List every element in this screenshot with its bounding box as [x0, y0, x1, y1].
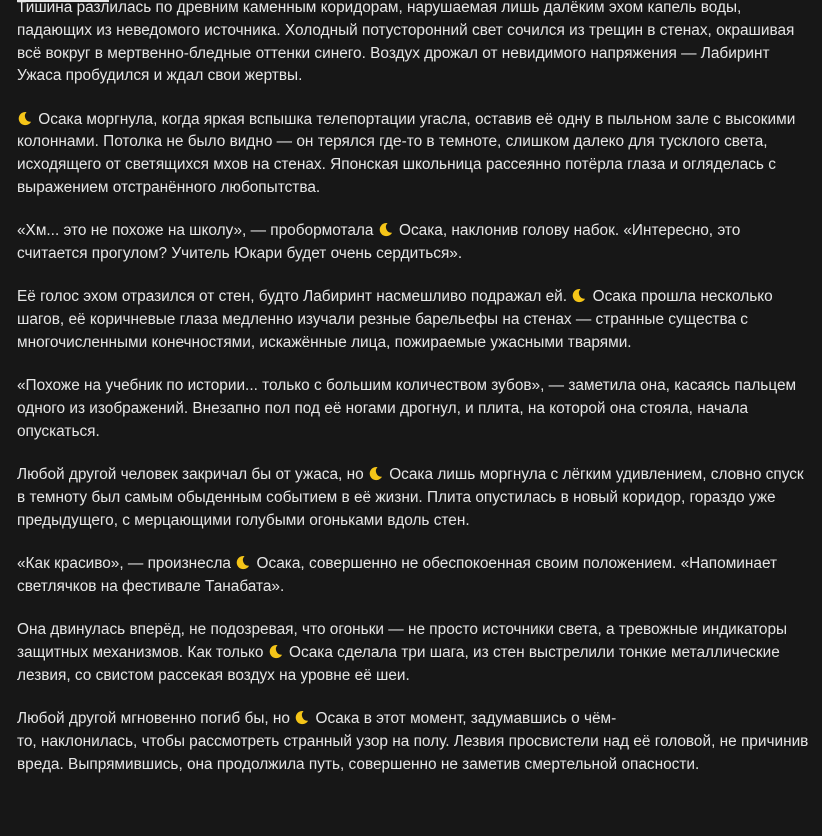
paragraph-text: «Как красиво», — произнесла — [17, 555, 236, 573]
paragraph-text: Осака лишь моргнула с лёгким удивлением, словно спуск в темноту был самым обыденным событием в её жизни. Плита опустилась в новый коридор, гораздо уже предыдущего, с мерцающими голубыми огоньками вдоль стен. — [17, 466, 804, 529]
paragraph-text: Осака прошла несколько шагов, её коричневые глаза медленно изучали резные барельефы на стенах — странные существа с многочисленными конечностями, искажённые лица, пожираемые ужасными тварями. — [17, 288, 773, 352]
paragraph-text: Осака, наклонив голову набок. «Интересно, это считается прогулом? Учитель Юкари будет очень сердиться». — [17, 222, 741, 263]
crescent-moon-icon — [268, 644, 283, 659]
paragraph-text: Она двинулась вперёд, не подозревая, что огоньки — не просто источники света, а тревожные индикаторы защитных механизмов. Как только — [17, 621, 788, 662]
paragraph-text: Осака, совершенно не обеспокоенная своим положением. «Напоминает светлячков на фестивале Танабата». — [17, 555, 778, 595]
paragraph-text: «Похоже на учебник по истории... только с большим количеством зубов», — заметила она, касаясь пальцем одного из изображений. Внезапно пол под её ногами дрогнул, и плита, на которой она стояла, начала опускаться. — [17, 377, 797, 440]
story-paragraph — [17, 375, 812, 443]
crescent-moon-icon — [17, 111, 32, 126]
story-paragraph — [17, 619, 812, 687]
story-paragraph — [17, 464, 812, 532]
paragraph-text: Её голос эхом отразился от стен, будто Лабиринт насмешливо подражал ей. — [17, 288, 572, 306]
story-paragraph — [17, 553, 812, 599]
story-paragraph — [17, 0, 812, 88]
crescent-moon-icon — [368, 466, 383, 481]
crescent-moon-icon — [378, 222, 393, 237]
story-paragraph — [17, 708, 812, 776]
paragraph-text: Осака в этот момент, задумавшись о чём- — [311, 710, 617, 728]
paragraph-text: Любой другой человек закричал бы от ужаса, но — [17, 466, 368, 484]
story-paragraph — [17, 286, 812, 354]
paragraph-text: «Хм... это не похоже на школу», — пробормотала — [17, 222, 378, 240]
paragraph-text: то, наклонилась, чтобы рассмотреть странный узор на полу. Лезвия просвистели над её головой, не причинив вреда. Выпрямившись, она продолжила путь, совершенно не заметив смертельной опасности. — [17, 732, 809, 773]
paragraph-text: Любой другой мгновенно погиб бы, но — [17, 710, 295, 728]
story-text — [17, 0, 812, 797]
crescent-moon-icon — [294, 710, 309, 725]
paragraph-text: Тишина разлилась по древним каменным коридорам, нарушаемая лишь далёким эхом капель воды, падающих из неведомого источника. Холодный потусторонний свет сочился из трещин в стенах, окрашивая всё вокруг в мертвенно-бледные оттенки синего. Воздух дрожал от невидимого напряжения — Лабиринт Ужаса пробудился и ждал свои жертвы. — [17, 0, 795, 85]
story-paragraph — [17, 220, 812, 266]
crescent-moon-icon — [571, 288, 586, 303]
paragraph-text: Осака сделала три шага, из стен выстрелили тонкие металлические лезвия, со свистом рассекая воздух на уровне её шеи. — [17, 644, 780, 684]
crescent-moon-icon — [235, 555, 250, 570]
paragraph-text: Осака моргнула, когда яркая вспышка телепортации угасла, оставив её одну в пыльном зале с высокими колоннами. Потолка не было видно — он терялся где-то в темноте, слишком далеко для тусклого света, исходящего от светящихся мхов на стенах. Японская школьница рассеянно потёрла глаза и огляделась с выражением отстранённого любопытства. — [17, 110, 796, 197]
story-paragraph — [17, 109, 812, 200]
